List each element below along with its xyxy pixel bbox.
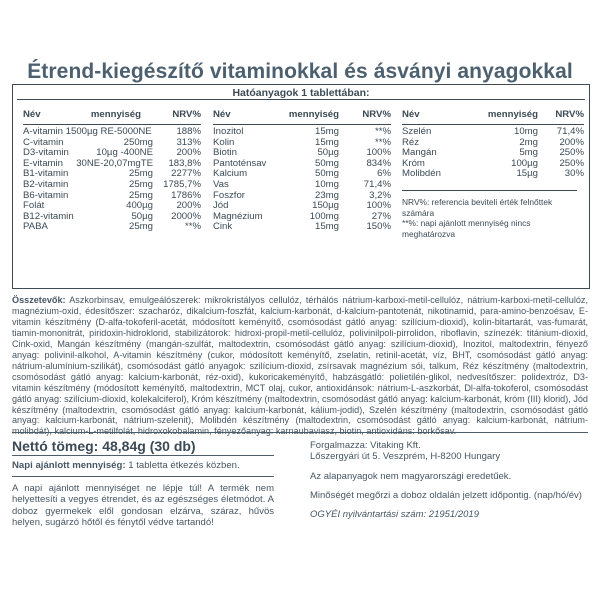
column-header — [23, 110, 201, 121]
ingredient-name: PABA — [23, 221, 48, 233]
ingredient-name: B6-vitamin — [23, 189, 69, 201]
ingredient-row — [402, 127, 584, 138]
ingredient-row — [23, 127, 201, 138]
nrv-note: NRV%: referencia beviteli érték felnőttek számára — [402, 197, 553, 218]
net-weight: Nettó tömeg: 48,84g (30 db) — [12, 438, 196, 454]
ingredient-amount: 15mg — [315, 126, 339, 137]
ingredient-name: Mangán — [402, 147, 437, 159]
ingredient-amount: 150µg — [312, 200, 339, 212]
nrv-notes — [402, 190, 582, 239]
ingredient-rows — [402, 127, 584, 180]
ingredient-amount: 50mg — [315, 168, 339, 180]
distributor-name: Forgalmazza: Vitaking Kft. — [310, 440, 421, 451]
ingredient-name: Inozitol — [213, 126, 244, 137]
ingredient-nrv: 200% — [176, 147, 201, 159]
ingredient-nrv: 250% — [559, 147, 584, 159]
ingredient-nrv: 313% — [176, 136, 201, 148]
ingredient-amount: 250mg — [123, 136, 153, 148]
ingredient-amount: 400µg — [126, 200, 153, 212]
page-title: Étrend-kiegészítő vitaminokkal és ásványi anyagokkal — [27, 60, 573, 83]
ingredient-rows — [213, 127, 391, 233]
section-divider — [12, 432, 588, 433]
ingredient-amount: 25mg — [129, 168, 153, 180]
daily-dose-text: 1 tabletta étkezés közben. — [128, 460, 240, 471]
ingredient-amount: 10µg -400NE — [96, 147, 153, 159]
ingredient-name: Króm — [402, 157, 425, 169]
ingredient-amount: 23mg — [315, 189, 339, 201]
column-divider — [23, 124, 201, 125]
ingredient-name: Molibdén — [402, 168, 441, 180]
ingredient-amount: 50mg — [315, 157, 339, 169]
ingredient-amount: 50µg — [131, 210, 153, 222]
composition-text — [12, 295, 588, 437]
ingredient-row — [23, 222, 201, 233]
dose-underline — [12, 476, 274, 477]
ingredients-column-1 — [23, 109, 201, 233]
ingredient-nrv: 100% — [366, 200, 391, 212]
ingredients-column-2 — [213, 109, 391, 233]
ingredient-nrv: 6% — [377, 168, 391, 180]
distributor-block — [310, 440, 590, 528]
ingredient-nrv: 27% — [371, 210, 391, 222]
ingredient-nrv: 30% — [564, 168, 584, 180]
column-header — [402, 110, 584, 121]
ingredients-column-3 — [402, 109, 584, 239]
warning-text: A napi ajánlott mennyiséget ne lépje túl! A termék nem helyettesíti a vegyes étrendet, és az egészséges életmódot. A doboz gyermekek elől gondosan elzárva, száraz, hűvös helyen, sugárzó hőtől és fénytől védve tartandó! — [12, 483, 274, 529]
ingredient-amount: 10mg — [315, 178, 339, 190]
ingredient-nrv: 71,4% — [363, 178, 391, 190]
header-nrv: NRV% — [172, 109, 201, 120]
ingredient-name: C-vitamin — [23, 136, 64, 148]
ingredient-amount: 30NE-20,07mgTE — [76, 157, 153, 169]
header-nrv: NRV% — [362, 109, 391, 120]
ingredient-name: Réz — [402, 136, 420, 148]
best-before-note: Minőségét megőrzi a doboz oldalán jelzett időpontig. (nap/hó/év) — [310, 489, 582, 501]
ingredient-amount: 100mg — [309, 210, 339, 222]
ingredient-row — [23, 180, 201, 191]
daily-dose-label: Napi ajánlott mennyiség: — [12, 460, 126, 471]
header-amount: mennyiség — [288, 109, 339, 120]
column-divider — [213, 124, 391, 125]
header-amount: mennyiség — [90, 109, 141, 120]
ingredient-nrv: 183,8% — [168, 157, 201, 169]
distributor — [310, 440, 590, 463]
header-name: Név — [213, 109, 231, 120]
ingredient-amount: 25mg — [129, 178, 153, 190]
notes-divider — [402, 190, 577, 191]
ingredient-name: B2-vitamin — [23, 178, 69, 190]
ingredient-amount: 5mg — [519, 147, 538, 159]
ingredient-nrv: 2277% — [171, 168, 201, 180]
ingredient-nrv: 200% — [176, 200, 201, 212]
star-note: **%: napi ajánlott mennyiség nincs meghatározva — [402, 218, 531, 239]
net-weight-underline — [12, 455, 274, 456]
ingredient-nrv: 2000% — [171, 210, 201, 222]
column-header — [213, 110, 391, 121]
ingredient-amount: 15mg — [315, 221, 339, 233]
ingredient-nrv: **% — [375, 126, 391, 137]
ingredient-row — [213, 191, 391, 202]
ingredient-row — [213, 180, 391, 191]
ingredient-name: Cink — [213, 221, 233, 233]
header-amount: mennyiség — [487, 109, 538, 120]
ingredient-name: Kalcium — [213, 168, 248, 180]
ingredient-row — [23, 191, 201, 202]
ingredient-row — [213, 212, 391, 223]
composition-label: Összetevők: — [12, 295, 66, 305]
ingredient-name: Vas — [213, 178, 229, 190]
ingredient-amount: 15mg — [315, 136, 339, 148]
origin-note: Az alapanyagok nem magyarországi eredetűek. — [310, 470, 512, 482]
ingredient-rows — [23, 127, 201, 233]
ingredient-name: D3-vitamin — [23, 147, 69, 159]
ingredient-name: Jód — [213, 200, 229, 212]
ingredients-header: Hatóanyagok 1 tablettában: — [17, 85, 585, 100]
ingredient-amount: 2mg — [519, 136, 538, 148]
header-name: Név — [23, 109, 41, 120]
ingredient-row — [213, 127, 391, 138]
ingredient-nrv: 150% — [366, 221, 391, 233]
ingredient-row — [402, 169, 584, 180]
daily-dose — [12, 460, 240, 471]
ogyei-number: OGYÉI nyilvántartási szám: 21951/2019 — [310, 509, 479, 521]
ingredient-amount: 15µg — [516, 168, 538, 180]
composition-body: Aszkorbinsav, emulgeálószerek: mikrokristályos cellulóz, térhálós nátrium-karboxi-metil-cellulóz, nátrium-karboxi-metil-cellulóz, magnézium-oxid, édesítőszer: szacharóz, dikalcium-foszfát, kalcium-karbonát, d-kalcium-pantotenát, nikotinamid, para-amino-benzoésav, E-vitamin készítmény (D-alfa-tokoferil-acetát, módosított keményítő, csomósodást gátló anyag: szilícium-dioxid), kolin-bitartarát, vas-fumarát, tiamin-mononitrát, piridoxin-hidroklorid, stabilizátorok: hidroxi-propil-metil-cellulóz, polivinilpoli-pirrolidon, riboflavin, színezék: titánium-dioxid, Cink-oxid, Mangán készítmény (mangán-szulfát, maltodextrin, csomósodást gátló anyag: szilícium-dioxid), Inozitol, maltodextrin, fényező anyag: polivinil-alkohol, A-vitamin készítmény (cukor, módosított keményítő, zselatin, retinil-acetát, víz, BHT, csomósodást gátló anyag: nátrium-alumínium-szilikát), csomósodást gátló anyagok: szilícium-dioxid, zsírsavak magnézium sói, talkum, Réz készítmény (maltodextrin, csomósodást gátló anyag: kalcium-karbonát, réz-oxid), kukoricakeményítő, habzásgátló: polietilén-glikol, nedvesítőszer: polidextróz, D3-vitamin készítmény (módosított keményítő, maltodextrin, MCT olaj, cukor, antioxidánsok: nátrium-L-aszkorbát, Dl-alfa-tokoferol, csomósodást gátló anyag: szilícium-dioxid, kolekalciferol), Króm készítmény (maltodextrin, csomósodást gátló anyag: kalcium-karbonát, króm (III) klorid), Jód készítmény (maltodextrin, csomósodást gátló anyag: kalcium-karbonát, kálium-jodid), Szelén készítmény (maltodextrin, csomósodást gátló anyag: kalcium-karbonát, nátrium-szelenit), Molibdén készítmény (maltodextrin, csomósodást gátló anyag: kalcium-karbonát, nátrium- — [12, 295, 588, 426]
ingredient-name: Magnézium — [213, 210, 263, 222]
distributor-address: Lőszergyári út 5. Veszprém, H-8200 Hungary — [310, 451, 501, 463]
ingredient-row — [213, 222, 391, 233]
ingredient-nrv: 1786% — [171, 189, 201, 201]
ingredient-name: Szelén — [402, 126, 432, 137]
ingredient-amount: 25mg — [129, 189, 153, 201]
ingredient-amount: 25mg — [129, 221, 153, 233]
ingredient-nrv: 1785,7% — [163, 178, 201, 190]
ingredient-name: E-vitamin — [23, 157, 63, 169]
header-nrv: NRV% — [555, 109, 584, 120]
ingredient-nrv: 834% — [366, 157, 391, 169]
ingredient-name: Pantoténsav — [213, 157, 267, 169]
ingredient-nrv: 188% — [176, 126, 201, 137]
ingredient-nrv: **% — [375, 136, 391, 148]
ingredient-amount: 100µg — [511, 157, 538, 169]
ingredient-amount: 50µg — [317, 147, 339, 159]
ingredient-name: A-vitamin 1500µg RE-5000NE — [23, 126, 152, 137]
ingredient-nrv: 200% — [559, 136, 584, 148]
ingredient-name: Folát — [23, 200, 45, 212]
ingredient-nrv: 100% — [366, 147, 391, 159]
header-name: Név — [402, 109, 420, 120]
ingredient-name: B1-vitamin — [23, 168, 69, 180]
ingredient-name: Foszfor — [213, 189, 245, 201]
ingredients-table — [12, 84, 590, 289]
ingredient-row — [402, 148, 584, 159]
ingredient-amount: 10mg — [514, 126, 538, 137]
ingredient-nrv: 71,4% — [556, 126, 584, 137]
ingredient-nrv: **% — [185, 221, 201, 233]
ingredient-nrv: 250% — [559, 157, 584, 169]
ingredient-row — [213, 138, 391, 149]
ingredient-nrv: 3,2% — [369, 189, 391, 201]
ingredient-row — [23, 212, 201, 223]
ingredient-name: B12-vitamin — [23, 210, 74, 222]
ingredient-name: Kolin — [213, 136, 235, 148]
column-divider — [402, 124, 584, 125]
ingredient-name: Biotin — [213, 147, 237, 159]
